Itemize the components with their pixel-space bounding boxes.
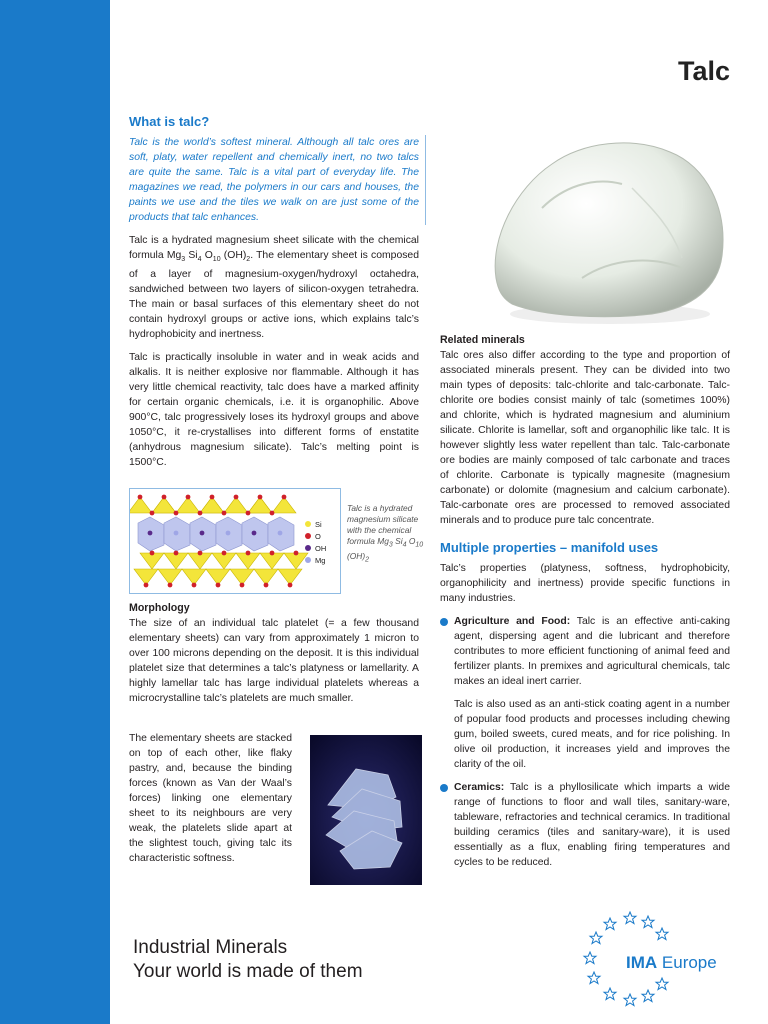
figure-caption: Talc is a hydrated magnesium silicate with the chemical formula $Mg_3$ $Si_4$ $O_{10}$ $(OH)_2$ — [347, 503, 424, 564]
related-minerals-heading: Related minerals — [440, 334, 525, 346]
multiple-properties-heading: Multiple properties – manifold uses — [440, 540, 659, 555]
page-title: Talc — [677, 56, 730, 86]
right-column — [440, 333, 730, 878]
footer-line-1: Industrial Minerals — [133, 937, 288, 958]
morphology-paragraph-2: The elementary sheets are stacked on top of each other, like flaky pastry, and, because the binding forces (known as Van der Waal’s forces) linking one elementary sheet to its neighbours are very weak, the platelets slide apart at the slightest touch, giving talc its characteristic softness. — [129, 733, 292, 864]
footer-line-2: Your world is made of them — [133, 961, 363, 982]
legend-o: O — [315, 532, 321, 541]
related-minerals-paragraph: Talc ores also differ according to the type and proportion of associated minerals present. They can be divided into two main types of deposits: talc-chlorite and talc-carbonate. Talc-chlorite ore bodies consist mainly of talc (sometimes 100%) and chlorite, which is hydrated magnesium and aluminium silicate. Chlorite is lamellar, soft and organophilic like talc. It is however slightly less water repellent than talc. Talc-carbonate ore bodies are mainly composed of talc carbonate and traces of chlorite. Carbonate is typically magnesite (magnesium carbonate) or dolomite (magnesium and calcium carbonate). Talc-carbonate ores are processed to removed associated minerals and to produce pure talc concentrate. — [440, 350, 730, 526]
talc-mineral-photo — [482, 128, 734, 328]
blue-sidebar — [0, 0, 110, 1024]
food-paragraph: Talc is also used as an anti-stick coating agent in a number of popular food products and processes including chewing gum, boiled sweets, cured meats, and for rice polishing. In olive oil production, it increases yield and improves the clarity of the oil. — [454, 699, 730, 770]
ceramics-bullet: Ceramics: Talc is a phyllosilicate which imparts a wide range of functions to floor and wall tiles, sanitary-ware, tableware, refractories and technical ceramics. In traditional building ceramics (tiles and sanitary-ware), it is used essentially as a flux, enabling firing temperatures and cycles to be reduced. — [440, 780, 730, 870]
legend-si: Si — [315, 520, 322, 529]
logo-text: IMA Europe — [626, 953, 717, 972]
morphology-section — [129, 601, 419, 714]
intro-paragraph: Talc is the world’s softest mineral. Although all talc ores are soft, platy, water repellent and chemically inert, no two talcs are quite the same. Talc is a vital part of everyday life. The magazines we read, the polymers in our cars and houses, the paints we use and the tiles we walk on are just some of the products that talc enhances. — [129, 135, 426, 225]
what-is-heading: What is talc? — [129, 114, 210, 129]
multiple-properties-intro: Talc’s properties (platyness, softness, hydrophobicity, organophilicity and inertness) provide specific functions in many industries. — [440, 563, 730, 604]
structure-paragraph: Talc is a hydrated magnesium sheet silicate with the chemical formula $Mg_3$ $Si_4$ $O_{10}$ $(OH)_2$. The elementary sheet is composed of a layer of magnesium-oxygen/hydroxyl octahedra, sandwiched between two layers of silicon-oxygen tetrahedra. The main or basal surfaces of this elementary sheet do not contain hydroxyl groups or active ions, which explains talc’s hydrophobicity and inertness. — [129, 235, 419, 341]
ima-europe-logo — [580, 910, 740, 1010]
agriculture-bullet: Agriculture and Food: Talc is an effective anti-caking agent, dispersing agent and die lubricant and therefore contributes to more efficient functioning of animal feed and fertilizer plants. In premixes and agricultural chemicals, talc makes an ideal inert carrier. — [440, 614, 730, 689]
footer-tagline — [133, 936, 363, 984]
crystal-structure-diagram — [130, 489, 340, 593]
morphology-paragraph-2-wrap — [129, 731, 292, 874]
talc-platelet-photo — [310, 735, 422, 885]
legend-oh: OH — [315, 544, 327, 553]
crystal-structure-figure — [129, 488, 341, 594]
legend-mg: Mg — [315, 556, 326, 565]
left-column — [129, 114, 419, 478]
properties-paragraph: Talc is practically insoluble in water and in weak acids and alkalis. It is neither explosive nor flammable. Although it has very little chemical reactivity, talc does have a marked affinity for certain organic chemicals, i.e. it is organophilic. Above 900°C, talc progressively loses its hydroxyl groups and above 1050°C, it re-crystallises into different forms of enstatite (anhydrous magnesium silicate). Talc’s melting point is 1500°C. — [129, 352, 419, 469]
morphology-heading: Morphology — [129, 602, 190, 614]
morphology-paragraph-1: The size of an individual talc platelet (= a few thousand elementary sheets) can vary from approximately 1 micron to over 100 microns depending on the deposit. It is this individual platelet size that determines a talc’s platyness or lamellarity. A highly lamellar talc has large individual platelets whereas a microcrystalline talc’s platelets are much smaller. — [129, 618, 419, 704]
